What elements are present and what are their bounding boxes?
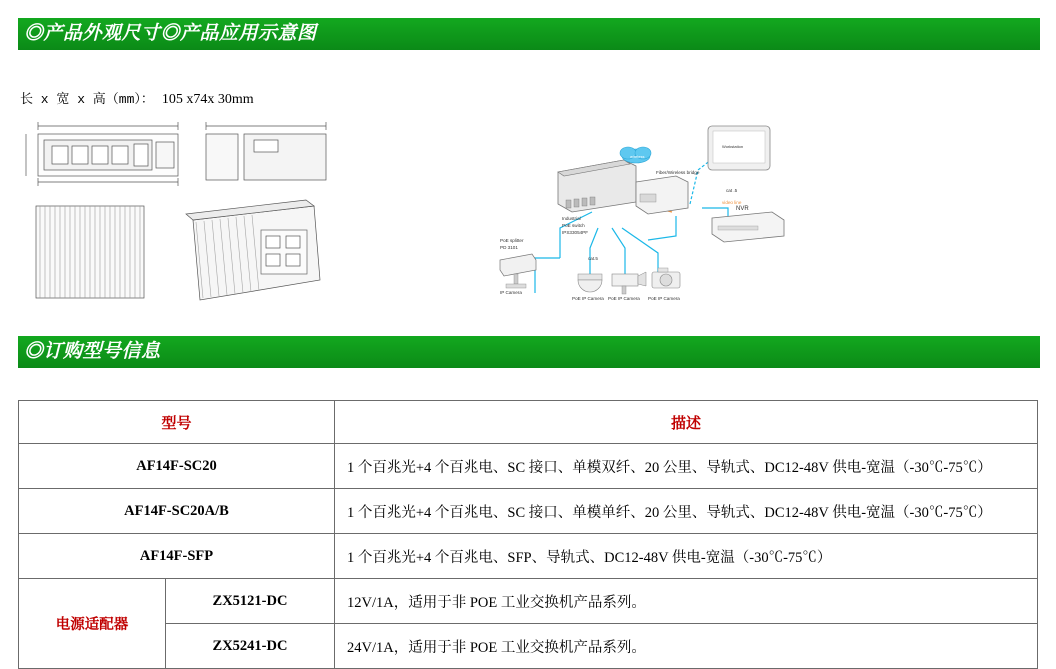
label-splitter-1: PoE splitter	[500, 238, 524, 243]
label-fiber-bridge: Fiber/Wireless bridge	[656, 170, 700, 175]
cell-model: AF14F-SFP	[19, 534, 335, 579]
table-header-model: 型号	[19, 401, 335, 444]
label-cat5-2: cat .5	[726, 188, 738, 193]
cell-model: AF14F-SC20A/B	[19, 489, 335, 534]
cell-description: 1 个百兆光+4 个百兆电、SC 接口、单模双纤、20 公里、导轨式、DC12-48V 供电-宽温（-30℃-75℃）	[335, 444, 1038, 489]
topology-svg	[440, 108, 800, 318]
cell-adapter-model: ZX5121-DC	[166, 579, 335, 624]
table-row	[19, 489, 1038, 534]
section-header-dimensions	[18, 18, 1040, 50]
cell-adapter-description: 24V/1A，适用于非 POE 工业交换机产品系列。	[335, 624, 1038, 669]
dimension-line	[20, 88, 254, 108]
dimension-value: 105 x74x 30mm	[161, 92, 254, 107]
label-workstation: Workstation	[722, 144, 744, 149]
label-splitter-2: PD 3101	[500, 245, 518, 250]
ordering-information-table	[18, 400, 1038, 669]
cell-description: 1 个百兆光+4 个百兆电、SFP、导轨式、DC12-48V 供电-宽温（-30℃-75℃）	[335, 534, 1038, 579]
table-row-adapter	[19, 624, 1038, 669]
cell-model: AF14F-SC20	[19, 444, 335, 489]
label-poe-ip-camera-3: PoE IP Camera	[648, 296, 680, 301]
cell-adapter-model: ZX5241-DC	[166, 624, 335, 669]
label-switch-2: PoE switch	[562, 223, 585, 228]
cell-adapter-description: 12V/1A，适用于非 POE 工业交换机产品系列。	[335, 579, 1038, 624]
label-switch-1: Industrial	[562, 216, 581, 221]
label-poe-ip-camera-1: PoE IP Camera	[572, 296, 604, 301]
table-row	[19, 444, 1038, 489]
section-header-dimensions-label: ◎产品外观尺寸◎产品应用示意图	[24, 23, 317, 44]
product-mechanical-drawings	[18, 110, 498, 315]
label-video-line: video line	[722, 200, 742, 205]
drawings-svg	[18, 110, 498, 315]
label-ip-camera: IP Camera	[500, 290, 522, 295]
table-row-adapter	[19, 579, 1038, 624]
table-row	[19, 534, 1038, 579]
application-topology-diagram	[440, 108, 800, 318]
dimension-label: 长 x 宽 x 高（mm）：	[20, 92, 154, 107]
label-nvr: NVR	[736, 206, 749, 212]
cell-description: 1 个百兆光+4 个百兆电、SC 接口、单模单纤、20 公里、导轨式、DC12-48V 供电-宽温（-30℃-75℃）	[335, 489, 1038, 534]
cell-adapter-group-label: 电源适配器	[19, 579, 166, 669]
section-header-ordering	[18, 336, 1040, 368]
label-poe-ip-camera-2: PoE IP Camera	[608, 296, 640, 301]
table-header-row	[19, 401, 1038, 444]
label-wireless: wireless	[630, 154, 645, 159]
label-switch-3: IPS33054PF	[562, 230, 589, 235]
label-cat5: cat.5	[588, 256, 598, 261]
table-header-description: 描述	[335, 401, 1038, 444]
section-header-ordering-label: ◎订购型号信息	[24, 341, 161, 362]
